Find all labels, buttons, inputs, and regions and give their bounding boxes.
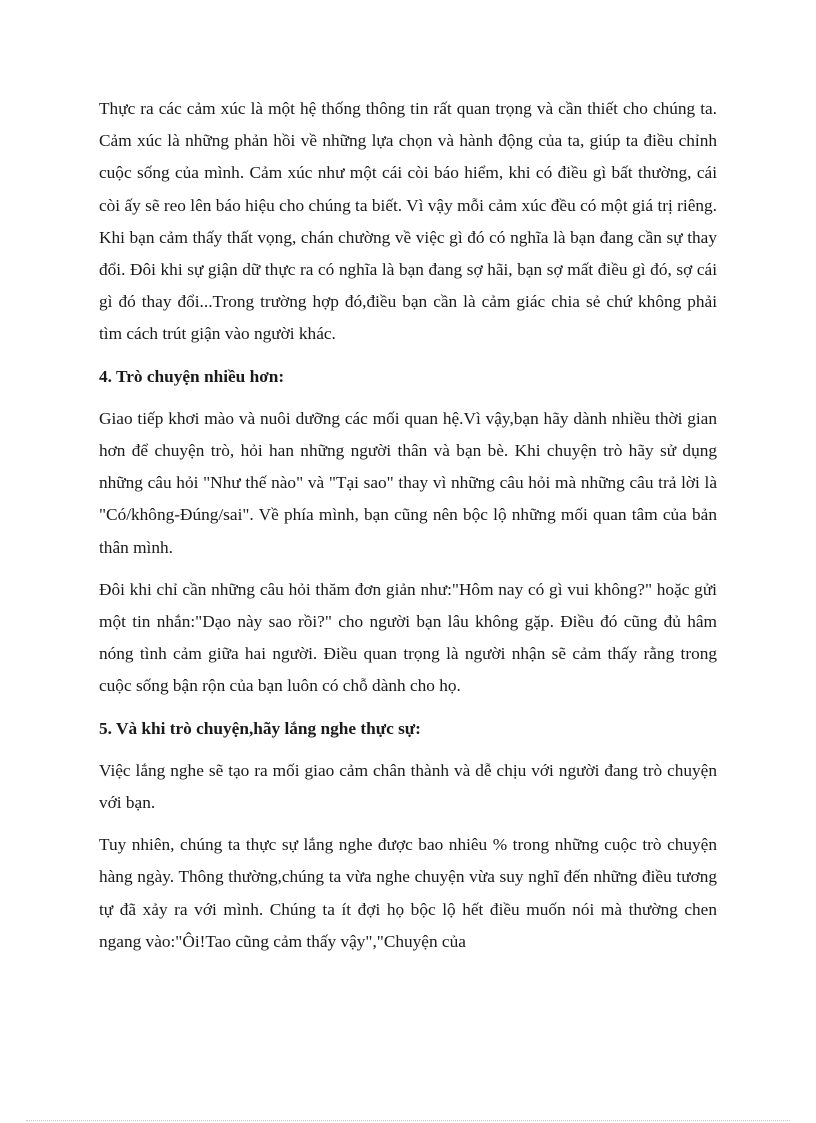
paragraph-listening: Việc lắng nghe sẽ tạo ra mối giao cảm chân thành và dễ chịu với người đang trò chuyện với bạn. xyxy=(99,760,717,813)
document-body xyxy=(99,93,717,958)
paragraph-simple-questions: Đôi khi chỉ cần những câu hỏi thăm đơn giản như:"Hôm nay có gì vui không?" hoặc gửi một tin nhắn:"Dạo này sao rồi?" cho người bạn lâu không gặp. Điều đó cũng đủ hâm nóng tình cảm giữa hai người. Điều quan trọng là người nhận sẽ cảm thấy rằng trong cuộc sống bận rộn của bạn luôn có chỗ dành cho họ. xyxy=(99,579,717,696)
paragraph-daily-conversation: Tuy nhiên, chúng ta thực sự lắng nghe được bao nhiêu % trong những cuộc trò chuyện hàng ngày. Thông thường,chúng ta vừa nghe chuyện vừa suy nghĩ đến những điều tương tự đã xảy ra với mình. Chúng ta ít đợi họ bộc lộ hết điều muốn nói mà thường chen ngang vào:"Ôi!Tao cũng cảm thấy vậy","Chuyện của xyxy=(99,835,717,951)
section-heading-listen: 5. Và khi trò chuyện,hãy lắng nghe thực sự: xyxy=(99,718,421,738)
section-heading-talk-more: 4. Trò chuyện nhiều hơn: xyxy=(99,366,285,386)
paragraph-communication: Giao tiếp khơi mào và nuôi dưỡng các mối quan hệ.Vì vậy,bạn hãy dành nhiều thời gian hơn để chuyện trò, hỏi han những người thân và bạn bè. Khi chuyện trò hãy sử dụng những câu hỏi "Như thế nào" và "Tại sao" thay vì những câu hỏi mà những câu trả lời là "Có/không-Đúng/sai". Về phía mình, bạn cũng nên bộc lộ những mối quan tâm của bản thân mình. xyxy=(99,408,717,557)
page-bottom-divider xyxy=(26,1120,790,1121)
paragraph-emotions: Thực ra các cảm xúc là một hệ thống thông tin rất quan trọng và cần thiết cho chúng ta. Cảm xúc là những phản hồi về những lựa chọn và hành động của ta, giúp ta điều chỉnh cuộc sống của mình. Cảm xúc như một cái còi báo hiểm, khi có điều gì bất thường, cái còi ấy sẽ reo lên báo hiệu cho chúng ta biết. Vì vậy mỗi cảm xúc đều có một giá trị riêng. Khi bạn cảm thấy thất vọng, chán chường về việc gì đó có nghĩa là bạn đang cần sự thay đổi. Đôi khi sự giận dữ thực ra có nghĩa là bạn đang sợ hãi, bạn sợ mất điều gì đó, sợ cái gì đó thay đổi...Trong trường hợp đó,điều bạn cần là cảm giác chia sẻ chứ không phải tìm cách trút giận vào người khác. xyxy=(99,99,717,344)
